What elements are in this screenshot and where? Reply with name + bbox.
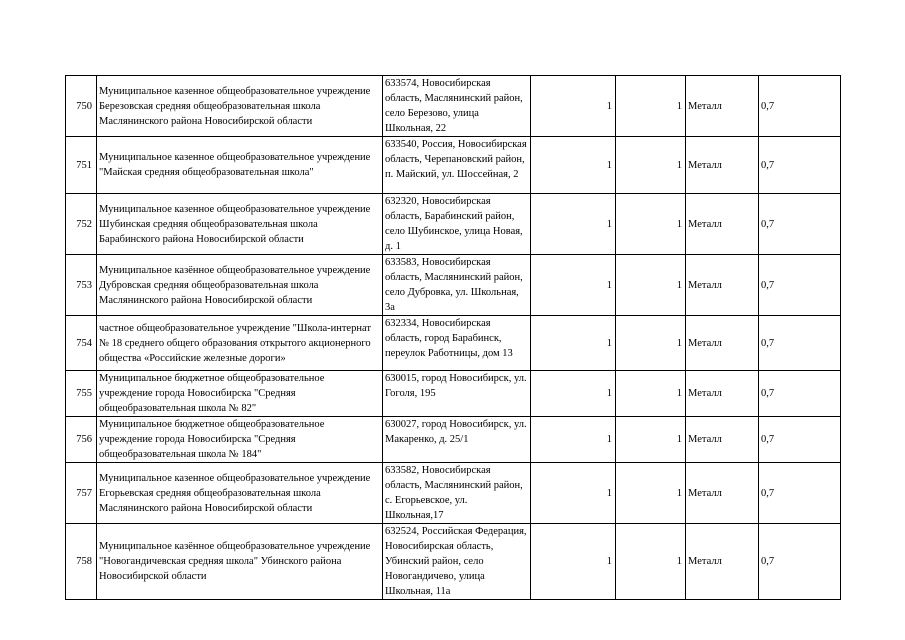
cell-address: 630015, город Новосибирск, ул. Гоголя, 195 — [383, 371, 531, 417]
cell-quantity-2: 1 — [616, 137, 686, 194]
cell-address: 633583, Новосибирская область, Маслянинский район, село Дубровка, ул. Школьная, 3а — [383, 255, 531, 316]
cell-material: Металл — [686, 76, 759, 137]
cell-material: Металл — [686, 137, 759, 194]
cell-quantity-1: 1 — [531, 194, 616, 255]
cell-value: 0,7 — [759, 417, 841, 463]
cell-quantity-1: 1 — [531, 137, 616, 194]
cell-row-number: 753 — [66, 255, 97, 316]
cell-address: 632320, Новосибирская область, Барабинский район, село Шубинское, улица Новая, д. 1 — [383, 194, 531, 255]
table-row — [66, 316, 841, 371]
cell-institution-name: Муниципальное казенное общеобразовательное учреждение Шубинская средняя общеобразовательная школа Барабинского района Новосибирской области — [97, 194, 383, 255]
cell-row-number: 750 — [66, 76, 97, 137]
cell-value: 0,7 — [759, 316, 841, 371]
cell-quantity-1: 1 — [531, 371, 616, 417]
table-row — [66, 194, 841, 255]
cell-material: Металл — [686, 255, 759, 316]
cell-quantity-2: 1 — [616, 255, 686, 316]
cell-institution-name: Муниципальное казённое общеобразовательное учреждение "Новогандичевская средняя школа" Убинского района Новосибирской области — [97, 524, 383, 600]
cell-address: 633540, Россия, Новосибирская область, Черепановский район, п. Майский, ул. Шоссейная, 2 — [383, 137, 531, 194]
cell-address: 632524, Российская Федерация, Новосибирская область, Убинский район, село Новогандичево, улица Школьная, 11а — [383, 524, 531, 600]
cell-row-number: 755 — [66, 371, 97, 417]
cell-quantity-1: 1 — [531, 463, 616, 524]
cell-material: Металл — [686, 371, 759, 417]
cell-value: 0,7 — [759, 463, 841, 524]
cell-quantity-2: 1 — [616, 76, 686, 137]
cell-institution-name: Муниципальное бюджетное общеобразовательное учреждение города Новосибирска "Средняя общеобразовательная школа № 184" — [97, 417, 383, 463]
cell-row-number: 752 — [66, 194, 97, 255]
cell-institution-name: Муниципальное казенное общеобразовательное учреждение Березовская средняя общеобразовательная школа Маслянинского района Новосибирской области — [97, 76, 383, 137]
cell-material: Металл — [686, 463, 759, 524]
cell-institution-name: Муниципальное казенное общеобразовательное учреждение "Майская средняя общеобразовательная школа" — [97, 137, 383, 194]
table-row — [66, 371, 841, 417]
cell-quantity-2: 1 — [616, 194, 686, 255]
cell-address: 633574, Новосибирская область, Маслянинский район, село Березово, улица Школьная, 22 — [383, 76, 531, 137]
cell-row-number: 756 — [66, 417, 97, 463]
cell-institution-name: Муниципальное казённое общеобразовательное учреждение Дубровская средняя общеобразовательная школа Маслянинского района Новосибирской области — [97, 255, 383, 316]
cell-value: 0,7 — [759, 524, 841, 600]
cell-row-number: 754 — [66, 316, 97, 371]
table-row — [66, 255, 841, 316]
cell-quantity-2: 1 — [616, 316, 686, 371]
cell-institution-name: частное общеобразовательное учреждение "Школа-интернат № 18 среднего общего образования открытого акционерного общества «Российские железные дороги» — [97, 316, 383, 371]
table-body — [66, 76, 841, 600]
cell-value: 0,7 — [759, 76, 841, 137]
cell-address: 632334, Новосибирская область, город Барабинск, переулок Работницы, дом 13 — [383, 316, 531, 371]
table-row — [66, 417, 841, 463]
cell-quantity-2: 1 — [616, 463, 686, 524]
table-row — [66, 137, 841, 194]
cell-quantity-2: 1 — [616, 524, 686, 600]
cell-quantity-2: 1 — [616, 417, 686, 463]
cell-quantity-1: 1 — [531, 316, 616, 371]
table-row — [66, 463, 841, 524]
cell-address: 630027, город Новосибирск, ул. Макаренко, д. 25/1 — [383, 417, 531, 463]
cell-material: Металл — [686, 194, 759, 255]
cell-quantity-1: 1 — [531, 76, 616, 137]
cell-quantity-1: 1 — [531, 417, 616, 463]
cell-material: Металл — [686, 417, 759, 463]
cell-quantity-2: 1 — [616, 371, 686, 417]
cell-value: 0,7 — [759, 371, 841, 417]
cell-row-number: 758 — [66, 524, 97, 600]
cell-value: 0,7 — [759, 255, 841, 316]
table-row — [66, 524, 841, 600]
cell-row-number: 757 — [66, 463, 97, 524]
cell-value: 0,7 — [759, 194, 841, 255]
cell-material: Металл — [686, 316, 759, 371]
cell-row-number: 751 — [66, 137, 97, 194]
cell-institution-name: Муниципальное бюджетное общеобразовательное учреждение города Новосибирска "Средняя общеобразовательная школа № 82" — [97, 371, 383, 417]
schools-table — [65, 75, 841, 600]
cell-quantity-1: 1 — [531, 524, 616, 600]
cell-institution-name: Муниципальное казенное общеобразовательное учреждение Егорьевская средняя общеобразовательная школа Маслянинского района Новосибирской области — [97, 463, 383, 524]
cell-quantity-1: 1 — [531, 255, 616, 316]
cell-material: Металл — [686, 524, 759, 600]
cell-address: 633582, Новосибирская область, Маслянинский район, с. Егорьевское, ул. Школьная,17 — [383, 463, 531, 524]
cell-value: 0,7 — [759, 137, 841, 194]
table-row — [66, 76, 841, 137]
